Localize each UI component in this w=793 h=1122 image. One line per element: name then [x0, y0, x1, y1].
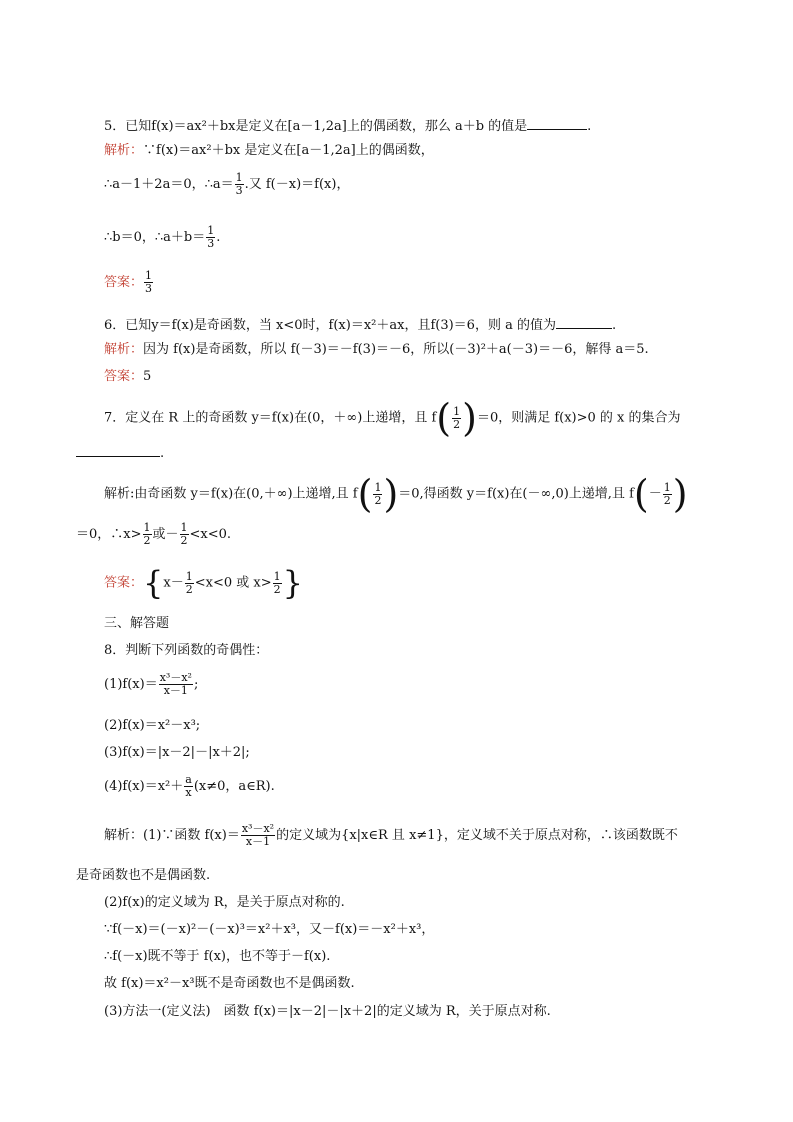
q5-analysis-line1: 解析：∵f(x)＝ax²＋bx 是定义在[a－1,2a]上的偶函数， [104, 143, 434, 158]
q5-answer: 答案： $\frac{1}{3}$ [104, 269, 153, 295]
q8-title: 8．判断下列函数的奇偶性： [104, 643, 269, 658]
q7-stem-line2: . [76, 444, 164, 460]
q8-part1: (1)f(x)＝ $\frac{\text{x³－x²}}{x-1}$ ; [104, 671, 199, 697]
fraction: $\frac{\text{x³－x²}}{x-1}$ [159, 671, 192, 697]
fraction: $\frac{1}{2}$ [663, 480, 671, 507]
q5-analysis-line3: ∴b＝0，∴a＋b＝ $\frac{1}{3}$ . [104, 224, 221, 250]
answer-blank[interactable] [556, 316, 612, 329]
q8-solution2-line1: (2)f(x)的定义域为 R，是关于原点对称的. [104, 895, 345, 910]
q7-analysis-line2: ＝0，∴x> $\frac{1}{2}$ 或－ $\frac{1}{2}$ <x<0. [76, 521, 232, 547]
q8-solution2-line3: ∴f(－x)既不等于 f(x)，也不等于－f(x). [104, 949, 331, 964]
q8-solution1: 解析：(1)∵函数 f(x)＝ $\frac{\text{x³－x²}}{x-1}$ 的定义域为{x|x∈R 且 x≠1}，定义域不关于原点对称，∴该函数既不 [104, 822, 678, 848]
answer-blank[interactable] [527, 117, 587, 130]
q6-answer: 答案：5 [104, 369, 152, 384]
fraction: $\frac{1}{2}$ [273, 569, 281, 596]
q8-part4: (4)f(x)＝x²＋ $\frac{a}{x}$ (x≠0，a∈R). [104, 773, 275, 799]
q7-analysis-line1: 解析:由奇函数 y＝f(x)在(0,＋∞)上递增,且 f( $\frac{1}{2}$ )＝0,得函数 y＝f(x)在(－∞,0)上递增,且 f(－ $\frac{1}{2}$ ) [104, 472, 688, 516]
fraction: $\frac{1}{2}$ [374, 480, 382, 507]
section-heading: 三、解答题 [104, 616, 170, 631]
fraction: $\frac{1}{2}$ [453, 404, 461, 431]
q6-stem: 6．已知y＝f(x)是奇函数，当 x<0时，f(x)＝x²＋ax，且f(3)＝6，则 a 的值为 . [104, 318, 617, 333]
fraction: $\frac{a}{x}$ [185, 773, 192, 799]
q5-stem: 5．已知f(x)＝ax²＋bx是定义在[a－1,2a]上的偶函数，那么 a＋b 的值是 . [104, 119, 592, 134]
q6-analysis: 解析：因为 f(x)是奇函数，所以 f(－3)＝－f(3)＝－6，所以(－3)²＋a(－3)＝－6，解得 a＝5. [104, 342, 649, 357]
q7-stem: 7．定义在 R 上的奇函数 y＝f(x)在(0，＋∞)上递增，且 f( $\frac{1}{2}$ )＝0，则满足 f(x)>0 的 x 的集合为 [104, 396, 681, 440]
fraction: $\frac{1}{2}$ [180, 521, 188, 547]
fraction: $\frac{1}{3}$ [207, 224, 215, 250]
q8-solution2-line4: 故 f(x)＝x²－x³既不是奇函数也不是偶函数. [104, 976, 355, 991]
fraction: $\frac{1}{2}$ [143, 521, 151, 547]
answer-blank[interactable] [76, 444, 160, 457]
fraction: $\frac{1}{2}$ [185, 569, 193, 596]
q8-solution1-line2: 是奇函数也不是偶函数. [76, 868, 211, 883]
q8-part3: (3)f(x)＝|x－2|－|x＋2|; [104, 745, 250, 760]
fraction: $\frac{\text{x³－x²}}{x-1}$ [241, 822, 275, 848]
fraction: $\frac{1}{3}$ [145, 269, 153, 295]
q8-part2: (2)f(x)＝x²－x³; [104, 718, 201, 733]
q8-solution2-line2: ∵f(－x)＝(－x)²－(－x)³＝x²＋x³，又－f(x)＝－x²＋x³， [104, 922, 435, 937]
q5-analysis-line2: ∴a－1＋2a＝0，∴a＝ $\frac{1}{3}$ .又 f(－x)＝f(x)， [104, 171, 350, 197]
fraction: $\frac{1}{3}$ [235, 171, 243, 197]
q8-solution3-line1: (3)方法一(定义法) 函数 f(x)＝|x－2|－|x＋2|的定义域为 R，关于原点对称. [104, 1004, 551, 1019]
q7-answer: 答案：{x－ $\frac{1}{2}$ <x<0 或 x> $\frac{1}{2}$ } [104, 564, 303, 602]
